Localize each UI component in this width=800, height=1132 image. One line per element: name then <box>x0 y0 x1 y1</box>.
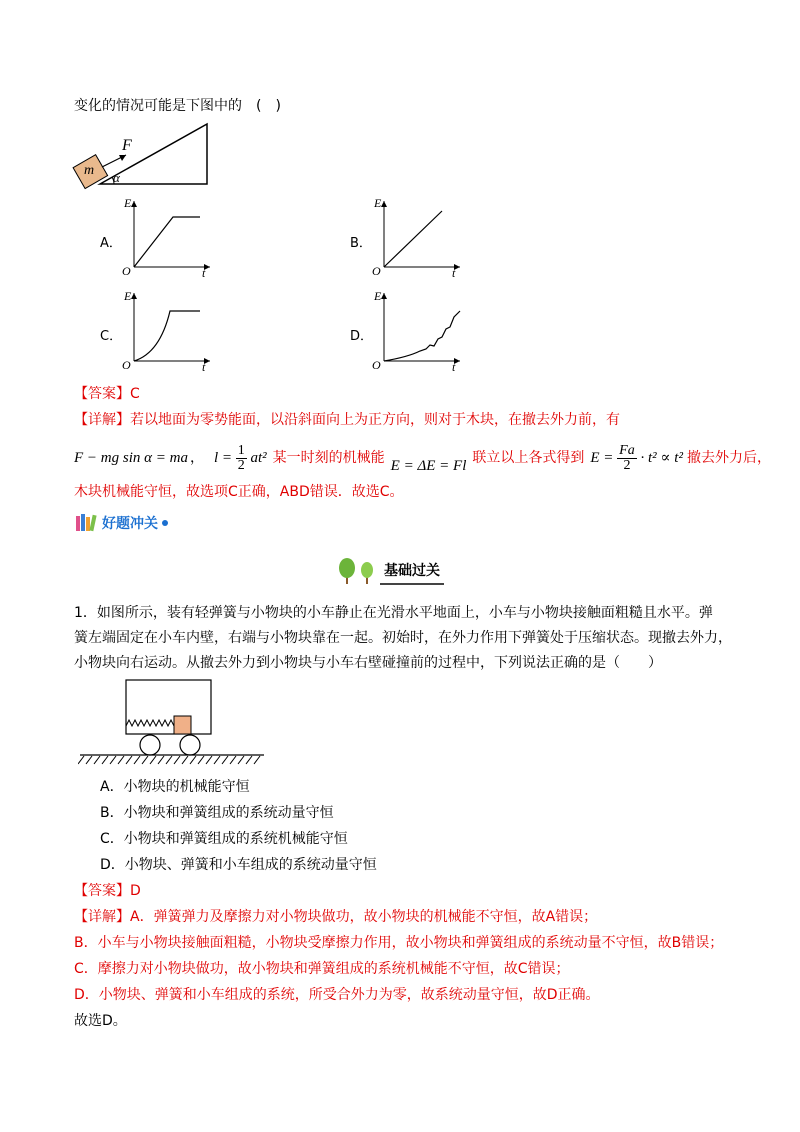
option-d-graph <box>368 287 468 371</box>
q1-option-b[interactable]: B．小物块和弹簧组成的系统动量守恒 <box>100 805 334 821</box>
detail-text: 若以地面为零势能面，以沿斜面向上为正方向，则对于木块，在撤去外力前，有 <box>130 412 620 428</box>
axis-e-c: E <box>124 289 132 303</box>
detail-mid2: 联立以上各式得到 <box>472 450 585 466</box>
frac-num: Fa <box>619 442 635 458</box>
cart-figure <box>78 676 268 772</box>
detail-q0-line3: 木块机械能守恒，故选项C正确，ABD错误．故选C。 <box>74 484 404 500</box>
eq4-lhs: E = <box>590 449 614 466</box>
option-b-graph <box>368 195 468 277</box>
separator: ， <box>189 450 204 466</box>
axis-o-b: O <box>372 264 381 278</box>
subsection-title: 基础过关 <box>380 558 444 585</box>
q1-stem-line2: 簧左端固定在小车内壁，右端与小物块靠在一起。初始时，在外力作用下弹簧处于压缩状态。现撤去外力， <box>74 630 732 646</box>
axis-o-a: O <box>122 264 131 278</box>
detail-text: A．弹簧弹力及摩擦力对小物块做功，故小物块的机械能不守恒，故A错误； <box>130 909 598 925</box>
axis-e-d: E <box>374 289 382 303</box>
frac-den: 2 <box>237 457 245 473</box>
q1-stem-line1: 1．如图所示，装有轻弹簧与小物块的小车静止在光滑水平地面上，小车与小物块接触面粗糙且水平。弹 <box>74 605 713 621</box>
incline-figure <box>70 118 215 190</box>
option-c-label[interactable]: C． <box>100 329 123 344</box>
detail-q0-line2 <box>74 440 771 476</box>
option-a-label[interactable]: A． <box>100 236 122 251</box>
q1-conclusion: 故选D。 <box>74 1013 127 1029</box>
detail-prefix: 【详解】 <box>74 909 130 925</box>
fraction-fa2 <box>617 444 637 473</box>
detail-tail: 撤去外力后， <box>686 450 771 466</box>
axis-t-b: t <box>452 266 456 280</box>
eq2-lhs: l = <box>213 449 232 466</box>
axis-t-c: t <box>202 360 206 374</box>
answer-q1: 【答案】D <box>74 883 141 899</box>
q1-stem-line3: 小物块向右运动。从撤去外力到小物块与小车右壁碰撞前的过程中，下列说法正确的是（ ） <box>74 655 662 671</box>
axis-e-a: E <box>124 196 132 210</box>
books-icon <box>74 513 102 533</box>
option-c-graph <box>118 287 218 371</box>
axis-t-d: t <box>452 360 456 374</box>
detail-mid1: 某一时刻的机械能 <box>272 450 385 466</box>
option-d-label[interactable]: D． <box>350 329 374 344</box>
eq2-rhs: at² <box>250 449 267 466</box>
q1-option-c[interactable]: C．小物块和弹簧组成的系统机械能守恒 <box>100 831 348 847</box>
question-stem-tail: 变化的情况可能是下图中的 ( ) <box>74 98 281 114</box>
axis-o-d: O <box>372 358 381 372</box>
dot-icon <box>162 520 168 526</box>
section-title: 好题冲关 <box>102 516 158 532</box>
equation-newton: F − mg sin α = ma <box>74 449 188 466</box>
frac-den: 2 <box>623 457 631 473</box>
option-b-label[interactable]: B． <box>350 236 372 251</box>
eq4-rhs: · t² ∝ t² <box>640 449 683 466</box>
fraction-half <box>236 444 247 473</box>
detail-q1-line4: D．小物块、弹簧和小车组成的系统，所受合外力为零，故系统动量守恒，故D正确。 <box>74 987 600 1003</box>
option-a-graph <box>118 195 218 277</box>
subsection-banner <box>338 557 463 585</box>
answer-q0: 【答案】C <box>74 386 140 402</box>
detail-q1-line2: B．小车与小物块接触面粗糙，小物块受摩擦力作用，故小物块和弹簧组成的系统动量不守恒，故B错误； <box>74 935 724 951</box>
tree-icon <box>338 557 380 585</box>
equation-displacement <box>214 444 267 473</box>
detail-q1-line1 <box>74 907 597 927</box>
section-header <box>74 513 168 533</box>
detail-prefix: 【详解】 <box>74 412 130 428</box>
axis-e-b: E <box>374 196 382 210</box>
q1-option-d[interactable]: D．小物块、弹簧和小车组成的系统动量守恒 <box>100 857 377 873</box>
axis-t-a: t <box>202 266 206 280</box>
frac-num: 1 <box>237 442 245 458</box>
equation-result <box>590 444 683 473</box>
detail-q1-line3: C．摩擦力对小物块做功，故小物块和弹簧组成的系统机械能不守恒，故C错误； <box>74 961 570 977</box>
equation-energy: E = ΔE = Fl <box>390 457 467 474</box>
detail-q0-line1 <box>74 410 620 430</box>
angle-label: α <box>113 170 120 185</box>
force-label: F <box>122 137 132 154</box>
axis-o-c: O <box>122 358 131 372</box>
mass-label: m <box>84 163 95 178</box>
q1-option-a[interactable]: A．小物块的机械能守恒 <box>100 779 250 795</box>
